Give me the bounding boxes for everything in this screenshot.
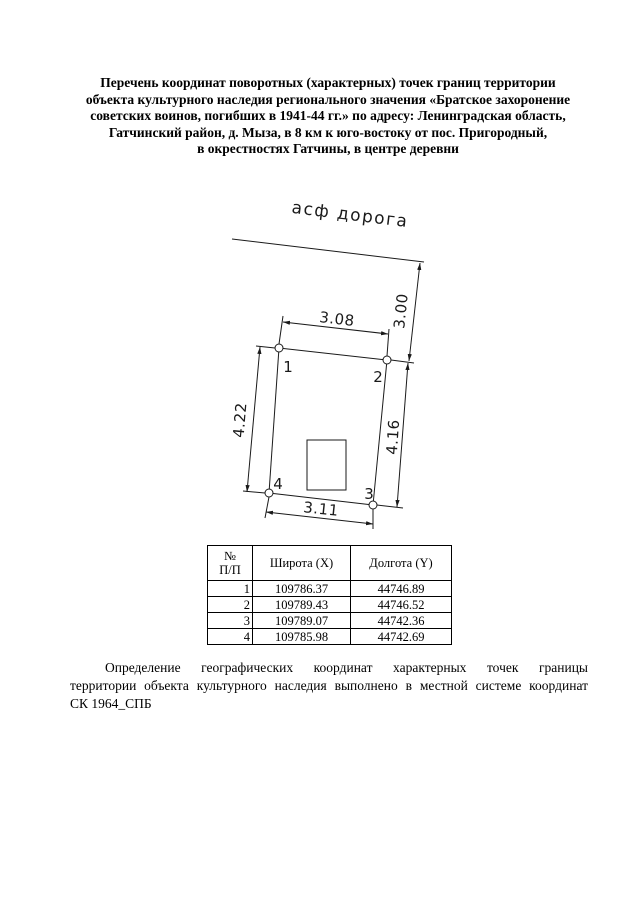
title-line: советских воинов, погибших в 1941-44 гг.» по адресу: Ленинградская область, — [90, 108, 566, 123]
road-label: асф дорога — [290, 197, 410, 233]
longitude-value: 44746.89 — [351, 581, 452, 597]
extension-line-point-4-left — [243, 491, 265, 493]
dimension-label-side-2-3: 4.16 — [382, 418, 404, 456]
header-latitude: Широта (X) — [253, 546, 351, 581]
longitude-value: 44746.52 — [351, 597, 452, 613]
title-line: в окрестностях Гатчины, в центре деревни — [197, 141, 459, 156]
table-row — [208, 629, 452, 645]
table-row — [208, 581, 452, 597]
extension-line-point-2-up — [387, 329, 389, 356]
header-number-abbr: П/П — [219, 563, 241, 577]
monument-rectangle — [307, 440, 346, 490]
dimension-label-side-1-2: 3.08 — [318, 308, 356, 330]
paragraph-line: Определение географических координат характерных точек границы — [105, 660, 588, 675]
dimension-label-road-offset: 3.00 — [390, 292, 412, 330]
extension-line-point-2-right — [391, 360, 414, 363]
point-label: 4 — [273, 475, 283, 493]
longitude-value: 44742.69 — [351, 629, 452, 645]
extension-line-point-4-down — [265, 497, 269, 518]
boundary-edge-4-1 — [269, 348, 279, 493]
latitude-value: 109786.37 — [253, 581, 351, 597]
paragraph-line: территории объекта культурного наследия выполнено в местной системе координат — [70, 678, 588, 693]
latitude-value: 109785.98 — [253, 629, 351, 645]
extension-line-point-3-right — [377, 505, 403, 508]
point-number: 4 — [208, 629, 253, 645]
dimension-line-road-offset — [409, 263, 420, 361]
point-label: 1 — [283, 358, 293, 376]
point-label: 2 — [373, 368, 383, 386]
dimension-label-side-3-4: 3.11 — [302, 498, 340, 520]
boundary-point-marker — [383, 356, 391, 364]
point-number: 1 — [208, 581, 253, 597]
latitude-value: 109789.43 — [253, 597, 351, 613]
header-number-symbol: № — [224, 549, 236, 563]
header-longitude: Долгота (Y) — [351, 546, 452, 581]
title-line: Гатчинский район, д. Мыза, в 8 км к юго-востоку от пос. Пригородный, — [108, 124, 548, 140]
road-line — [232, 239, 424, 262]
boundary-edge-1-2 — [279, 348, 387, 360]
table-header-row — [208, 546, 452, 581]
point-number: 2 — [208, 597, 253, 613]
table-row — [208, 613, 452, 629]
coordinates-table — [207, 545, 452, 645]
paragraph-line: СК 1964_СПБ — [70, 696, 152, 711]
coordinate-system-note — [70, 659, 588, 713]
extension-line-point-1-left — [256, 346, 275, 348]
title-line: объекта культурного наследия регионального значения «Братское захоронение — [85, 91, 571, 107]
point-label: 3 — [364, 485, 374, 503]
boundary-point-marker — [275, 344, 283, 352]
table-row — [208, 597, 452, 613]
extension-line-point-1-up — [279, 316, 283, 344]
latitude-value: 109789.07 — [253, 613, 351, 629]
title-line: Перечень координат поворотных (характерных) точек границ территории — [100, 75, 556, 90]
dimension-label-side-4-1: 4.22 — [229, 401, 251, 439]
header-number — [208, 546, 253, 581]
boundary-point-marker — [265, 489, 273, 497]
point-number: 3 — [208, 613, 253, 629]
longitude-value: 44742.36 — [351, 613, 452, 629]
